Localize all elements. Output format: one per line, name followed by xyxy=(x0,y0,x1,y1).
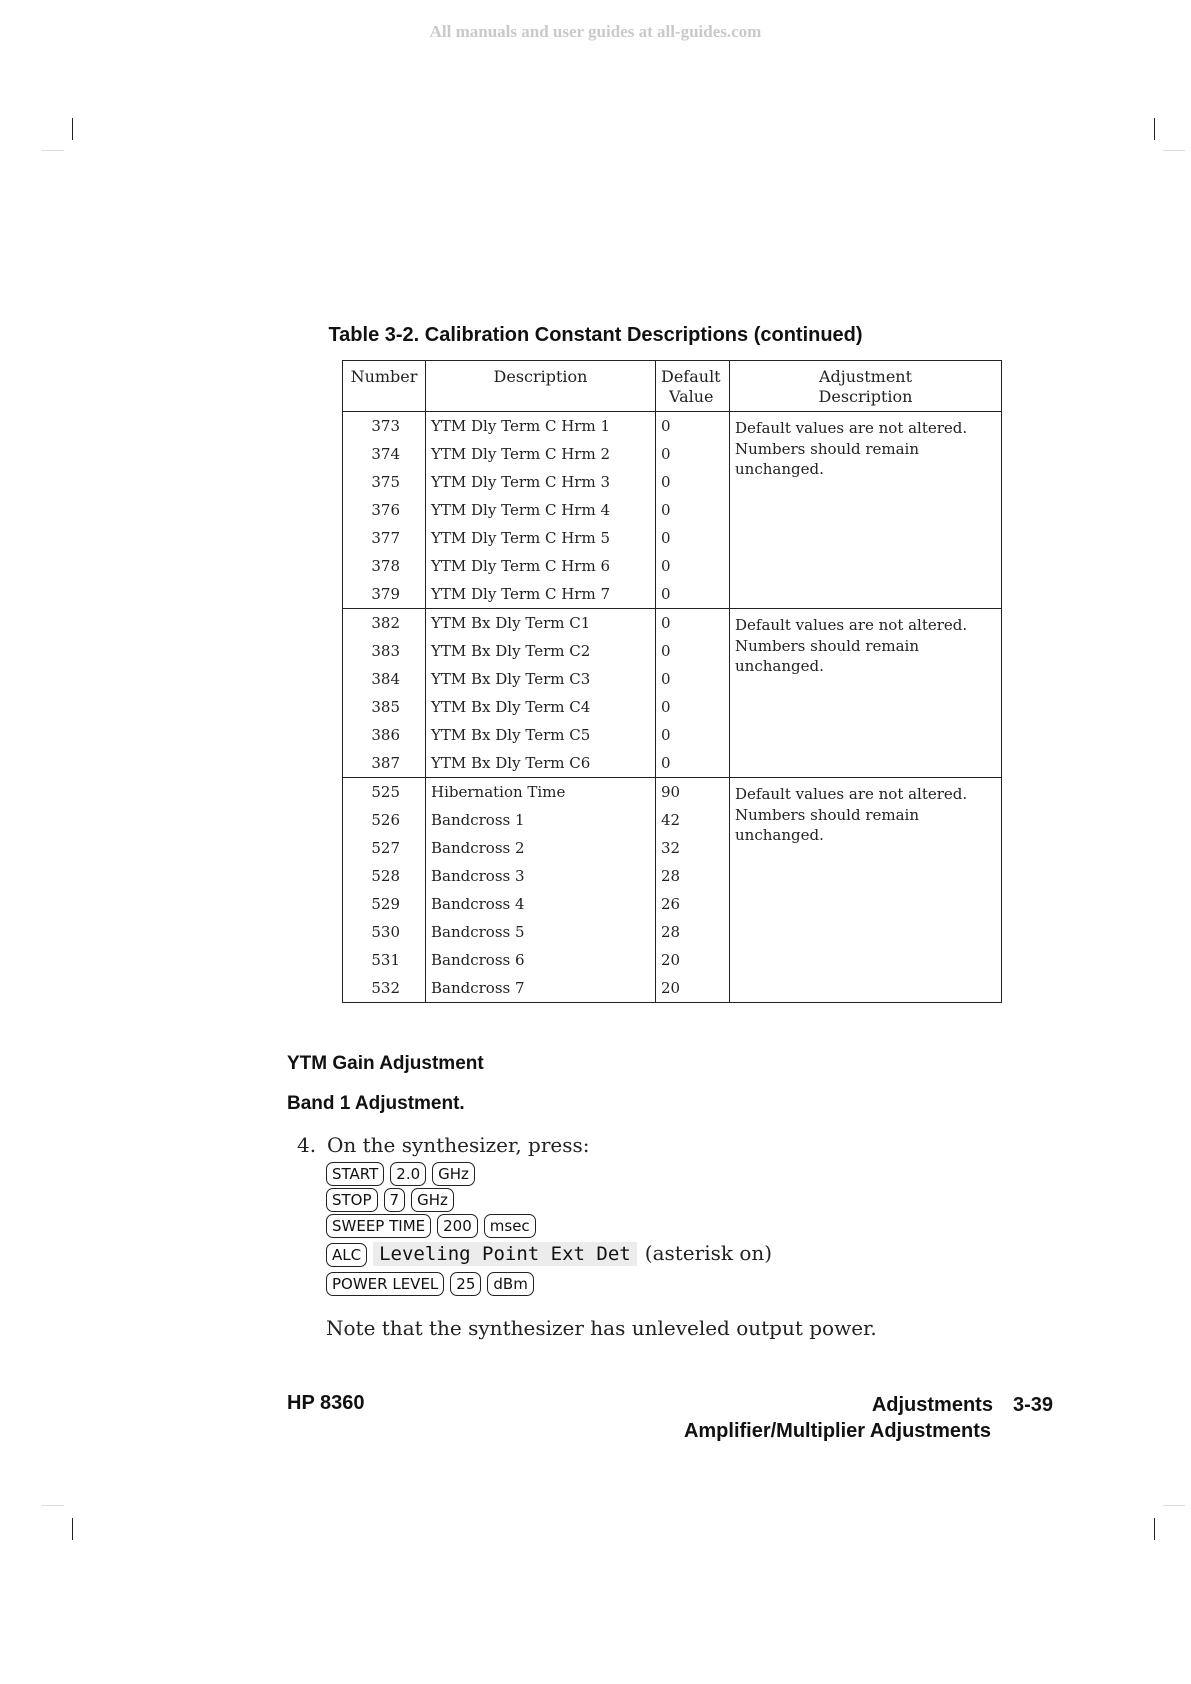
cell-description: YTM Dly Term C Hrm 1 xyxy=(426,412,656,441)
cell-number: 374 xyxy=(371,445,400,463)
cell-default-value: 0 xyxy=(656,496,730,524)
key-line xyxy=(326,1272,540,1296)
cell-description: Bandcross 1 xyxy=(426,806,656,834)
cell-number: 525 xyxy=(343,778,426,807)
cell-description: YTM Bx Dly Term C5 xyxy=(426,721,656,749)
header-description: Description xyxy=(426,361,656,412)
cell-number: 528 xyxy=(371,867,400,885)
cell-description: Bandcross 5 xyxy=(426,918,656,946)
header-default-value: Default Value xyxy=(656,361,730,412)
cell-default-value: 0 xyxy=(656,468,730,496)
subsection-heading: Band 1 Adjustment. xyxy=(287,1093,465,1114)
cell-description: YTM Bx Dly Term C4 xyxy=(426,693,656,721)
cell-number: 386 xyxy=(371,726,400,744)
cell-default-value: 0 xyxy=(656,524,730,552)
cell-description: Bandcross 2 xyxy=(426,834,656,862)
crop-mark xyxy=(1154,118,1155,140)
footer-section: Adjustments xyxy=(871,1394,993,1416)
watermark: All manuals and user guides at all-guides.com xyxy=(429,22,762,41)
cell-default-value: 0 xyxy=(656,665,730,693)
cell-default-value: 0 xyxy=(656,609,730,638)
cell-default-value: 0 xyxy=(656,552,730,580)
crop-mark xyxy=(42,1505,64,1506)
cell-default-value: 32 xyxy=(656,834,730,862)
hardkey-200: 200 xyxy=(437,1214,478,1238)
hardkey-start: START xyxy=(326,1162,384,1186)
cell-number: 531 xyxy=(371,951,400,969)
crop-mark xyxy=(1163,1505,1185,1506)
hardkey-power-level: POWER LEVEL xyxy=(326,1272,444,1296)
key-aside-note: (asterisk on) xyxy=(644,1241,773,1265)
cell-default-value: 0 xyxy=(656,412,730,441)
cell-description: Bandcross 7 xyxy=(426,974,656,1003)
crop-mark xyxy=(1163,150,1185,151)
hardkey-25: 25 xyxy=(450,1272,481,1296)
cell-adjustment-description: Default values are not altered. Numbers should remain unchanged. xyxy=(730,609,1002,778)
cell-description: YTM Bx Dly Term C3 xyxy=(426,665,656,693)
hardkey-ghz: GHz xyxy=(411,1188,454,1212)
cell-number: 379 xyxy=(371,585,400,603)
cell-default-value: 0 xyxy=(656,693,730,721)
cell-default-value: 0 xyxy=(656,580,730,609)
cell-number: 378 xyxy=(371,557,400,575)
cell-default-value: 42 xyxy=(656,806,730,834)
cell-number: 384 xyxy=(371,670,400,688)
softkey-leveling-point-ext-det: Leveling Point Ext Det xyxy=(373,1242,637,1266)
hardkey-sweep-time: SWEEP TIME xyxy=(326,1214,431,1238)
step-text: On the synthesizer, press: xyxy=(327,1133,590,1157)
hardkey-msec: msec xyxy=(484,1214,536,1238)
cell-description: YTM Dly Term C Hrm 4 xyxy=(426,496,656,524)
cell-number: 377 xyxy=(371,529,400,547)
cell-number: 385 xyxy=(371,698,400,716)
cell-number: 527 xyxy=(371,839,400,857)
cell-adjustment-description: Default values are not altered. Numbers should remain unchanged. xyxy=(730,412,1002,609)
cell-description: Bandcross 6 xyxy=(426,946,656,974)
calibration-constants-table xyxy=(342,360,1002,1003)
cell-description: YTM Dly Term C Hrm 7 xyxy=(426,580,656,609)
cell-description: Hibernation Time xyxy=(426,778,656,807)
cell-default-value: 0 xyxy=(656,637,730,665)
cell-description: YTM Bx Dly Term C2 xyxy=(426,637,656,665)
crop-mark xyxy=(72,1518,73,1540)
table-row xyxy=(343,609,1002,638)
hardkey-dbm: dBm xyxy=(487,1272,533,1296)
footer-page-number: 3-39 xyxy=(1012,1394,1053,1416)
cell-default-value: 28 xyxy=(656,862,730,890)
cell-default-value: 0 xyxy=(656,440,730,468)
cell-description: YTM Dly Term C Hrm 3 xyxy=(426,468,656,496)
cell-number: 532 xyxy=(371,979,400,997)
footer-subsection: Amplifier/Multiplier Adjustments xyxy=(683,1420,991,1442)
footer-model: HP 8360 xyxy=(287,1392,365,1414)
cell-default-value: 28 xyxy=(656,918,730,946)
table-row xyxy=(343,778,1002,807)
hardkey-7: 7 xyxy=(384,1188,406,1212)
hardkey-stop: STOP xyxy=(326,1188,378,1212)
footer-right xyxy=(684,1392,1053,1444)
section-heading: YTM Gain Adjustment xyxy=(287,1053,484,1074)
cell-number: 375 xyxy=(371,473,400,491)
cell-description: YTM Bx Dly Term C1 xyxy=(426,609,656,638)
cell-description: YTM Dly Term C Hrm 2 xyxy=(426,440,656,468)
cell-number: 529 xyxy=(371,895,400,913)
table-body xyxy=(343,412,1002,1003)
cell-description: YTM Dly Term C Hrm 6 xyxy=(426,552,656,580)
cell-description: YTM Dly Term C Hrm 5 xyxy=(426,524,656,552)
hardkey-2-0: 2.0 xyxy=(390,1162,426,1186)
step-note: Note that the synthesizer has unleveled output power. xyxy=(326,1316,877,1340)
cell-number: 383 xyxy=(371,642,400,660)
key-line xyxy=(326,1214,542,1238)
hardkey-alc: ALC xyxy=(326,1243,367,1267)
header-adjustment-description: Adjustment Description xyxy=(730,361,1002,412)
crop-mark xyxy=(42,150,64,151)
hardkey-ghz: GHz xyxy=(432,1162,475,1186)
cell-description: Bandcross 4 xyxy=(426,890,656,918)
procedure-step xyxy=(297,1133,590,1157)
table-header-row xyxy=(343,361,1002,412)
cell-default-value: 0 xyxy=(656,749,730,778)
cell-default-value: 90 xyxy=(656,778,730,807)
cell-number: 373 xyxy=(343,412,426,441)
cell-description: YTM Bx Dly Term C6 xyxy=(426,749,656,778)
cell-number: 526 xyxy=(371,811,400,829)
cell-number: 530 xyxy=(371,923,400,941)
table-title: Table 3-2. Calibration Constant Descriptions (continued) xyxy=(328,324,863,346)
cell-number: 382 xyxy=(343,609,426,638)
crop-mark xyxy=(72,118,73,140)
key-line xyxy=(326,1241,772,1267)
header-number: Number xyxy=(343,361,426,412)
cell-default-value: 20 xyxy=(656,946,730,974)
cell-default-value: 20 xyxy=(656,974,730,1003)
key-line xyxy=(326,1162,481,1186)
step-number: 4. xyxy=(297,1133,317,1157)
cell-number: 376 xyxy=(371,501,400,519)
cell-default-value: 0 xyxy=(656,721,730,749)
crop-mark xyxy=(1154,1518,1155,1540)
cell-number: 387 xyxy=(371,754,400,772)
cell-adjustment-description: Default values are not altered. Numbers should remain unchanged. xyxy=(730,778,1002,1003)
cell-description: Bandcross 3 xyxy=(426,862,656,890)
table-row xyxy=(343,412,1002,441)
cell-default-value: 26 xyxy=(656,890,730,918)
key-line xyxy=(326,1188,460,1212)
